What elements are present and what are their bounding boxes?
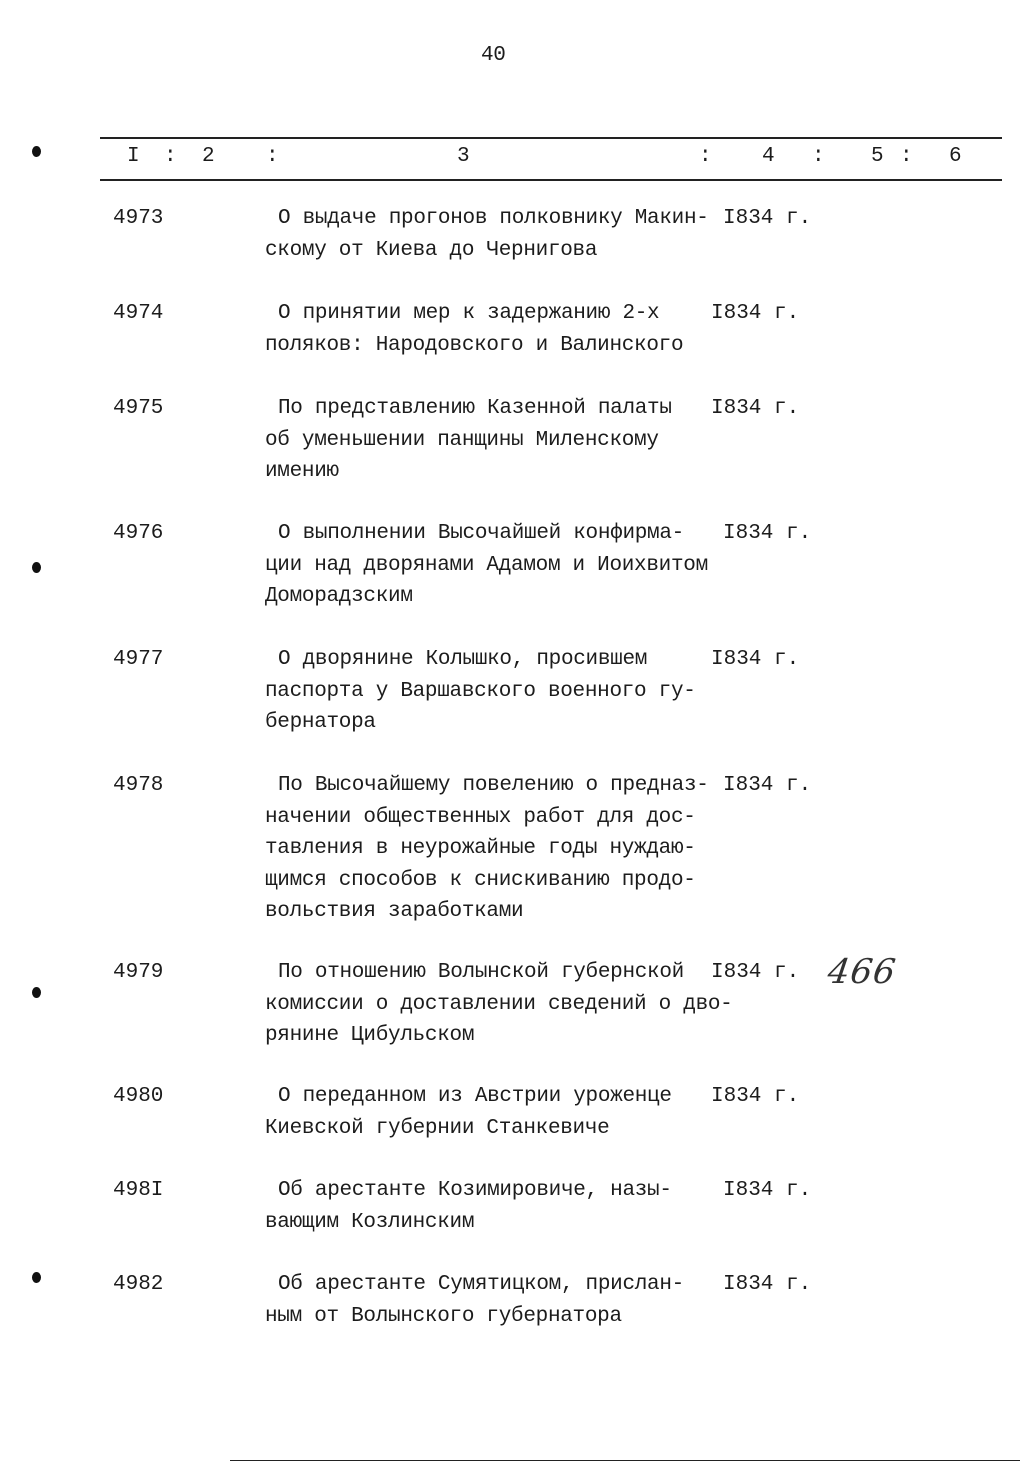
col-header-5: 5	[871, 145, 884, 168]
entry-number: 4980	[113, 1085, 164, 1108]
punch-hole-mark	[32, 562, 41, 573]
entry-title	[265, 393, 672, 488]
entry-number: 4974	[113, 302, 164, 325]
entry-title-line: О дворянине Колышко, просившем	[278, 648, 648, 671]
entry-title-line: О выдаче прогонов полковнику Макин-	[278, 207, 709, 230]
entry-title-line: имению	[265, 460, 339, 483]
entry-title-line: начении общественных работ для дос-	[265, 805, 696, 829]
entry-title	[265, 518, 708, 613]
col-separator: :	[266, 145, 279, 168]
col-separator: :	[812, 145, 825, 168]
entry-title-line: об уменьшении панщины Миленскому	[265, 428, 659, 452]
entry-year: I834 г.	[723, 774, 812, 797]
entry-title-line: Киевской губернии Станкевиче	[265, 1116, 610, 1140]
inventory-entry	[0, 518, 1024, 638]
entry-title-line: тавления в неурожайные годы нуждаю-	[265, 837, 696, 860]
entry-title-line: По представлению Казенной палаты	[278, 397, 672, 420]
entry-year: I834 г.	[723, 1273, 812, 1296]
entry-number: 4973	[113, 207, 164, 230]
entry-title-line: скому от Киева до Чернигова	[265, 238, 598, 262]
entry-title	[265, 957, 732, 1052]
entry-year: I834 г.	[723, 1179, 812, 1202]
bottom-rule	[230, 1460, 1020, 1461]
header-bottom-rule	[100, 179, 1002, 181]
entry-title-line: О переданном из Австрии уроженце	[278, 1085, 672, 1108]
header-top-rule	[100, 137, 1002, 139]
entry-title-line: рянине Цибульском	[265, 1024, 475, 1047]
entry-title-line: Доморадзским	[265, 585, 413, 608]
entry-title	[265, 1175, 672, 1238]
punch-hole-mark	[32, 987, 41, 998]
entry-title	[265, 770, 709, 928]
entry-title	[265, 203, 709, 266]
entry-title-line: паспорта у Варшавского военного гу-	[265, 679, 696, 703]
entry-year: I834 г.	[711, 302, 800, 325]
entry-title-line: ции над дворянами Адамом и Иоихвитом	[265, 553, 708, 577]
entry-year: I834 г.	[711, 397, 800, 420]
entry-title-line: щимся способов к снискиванию продо-	[265, 868, 696, 892]
col-header-3: 3	[457, 145, 470, 168]
entry-year: I834 г.	[711, 961, 800, 984]
col-separator: :	[164, 145, 177, 168]
entry-title-line: вольствия заработками	[265, 900, 524, 923]
entry-title-line: ным от Волынского губернатора	[265, 1304, 622, 1328]
entry-title-line: поляков: Народовского и Валинского	[265, 333, 684, 357]
inventory-entry	[0, 770, 1024, 923]
inventory-entry	[0, 393, 1024, 513]
page-number: 40	[481, 44, 506, 67]
entry-number: 4979	[113, 961, 164, 984]
col-header-2: 2	[202, 145, 215, 168]
entry-title	[265, 1081, 672, 1144]
entry-number: 4975	[113, 397, 164, 420]
entry-title-line: вающим Козлинским	[265, 1210, 475, 1234]
entry-title-line: О выполнении Высочайшей конфирма-	[278, 522, 684, 545]
entry-title	[265, 644, 696, 739]
entry-year: I834 г.	[723, 207, 812, 230]
entry-title	[265, 1269, 684, 1332]
entry-title	[265, 298, 683, 361]
entry-number: 4982	[113, 1273, 164, 1296]
entry-number: 4976	[113, 522, 164, 545]
entry-title-line: комиссии о доставлении сведений о дво-	[265, 992, 733, 1016]
inventory-entry	[0, 644, 1024, 764]
entry-title-line: Об арестанте Козимировиче, назы-	[278, 1179, 672, 1202]
entry-year: I834 г.	[711, 648, 800, 671]
col-header-6: 6	[949, 145, 962, 168]
entry-year: I834 г.	[723, 522, 812, 545]
entry-title-line: О принятии мер к задержанию 2-х	[278, 302, 660, 325]
entry-number: 4978	[113, 774, 164, 797]
punch-hole-mark	[32, 1272, 41, 1283]
entry-year: I834 г.	[711, 1085, 800, 1108]
entry-title-line: По Высочайшему повелению о предназ-	[278, 774, 709, 797]
entry-title-line: По отношению Волынской губернской	[278, 961, 684, 984]
entry-number: 498I	[113, 1179, 164, 1202]
col-separator: :	[699, 145, 712, 168]
entry-number: 4977	[113, 648, 164, 671]
col-header-4: 4	[762, 145, 775, 168]
col-header-1: I	[127, 145, 140, 168]
handwritten-folio-number: 466	[825, 952, 899, 992]
entry-title-line: бернатора	[265, 711, 376, 734]
inventory-entry	[0, 1269, 1024, 1389]
col-separator: :	[900, 145, 913, 168]
punch-hole-mark	[32, 146, 41, 157]
entry-title-line: Об арестанте Сумятицком, прислан-	[278, 1273, 684, 1296]
